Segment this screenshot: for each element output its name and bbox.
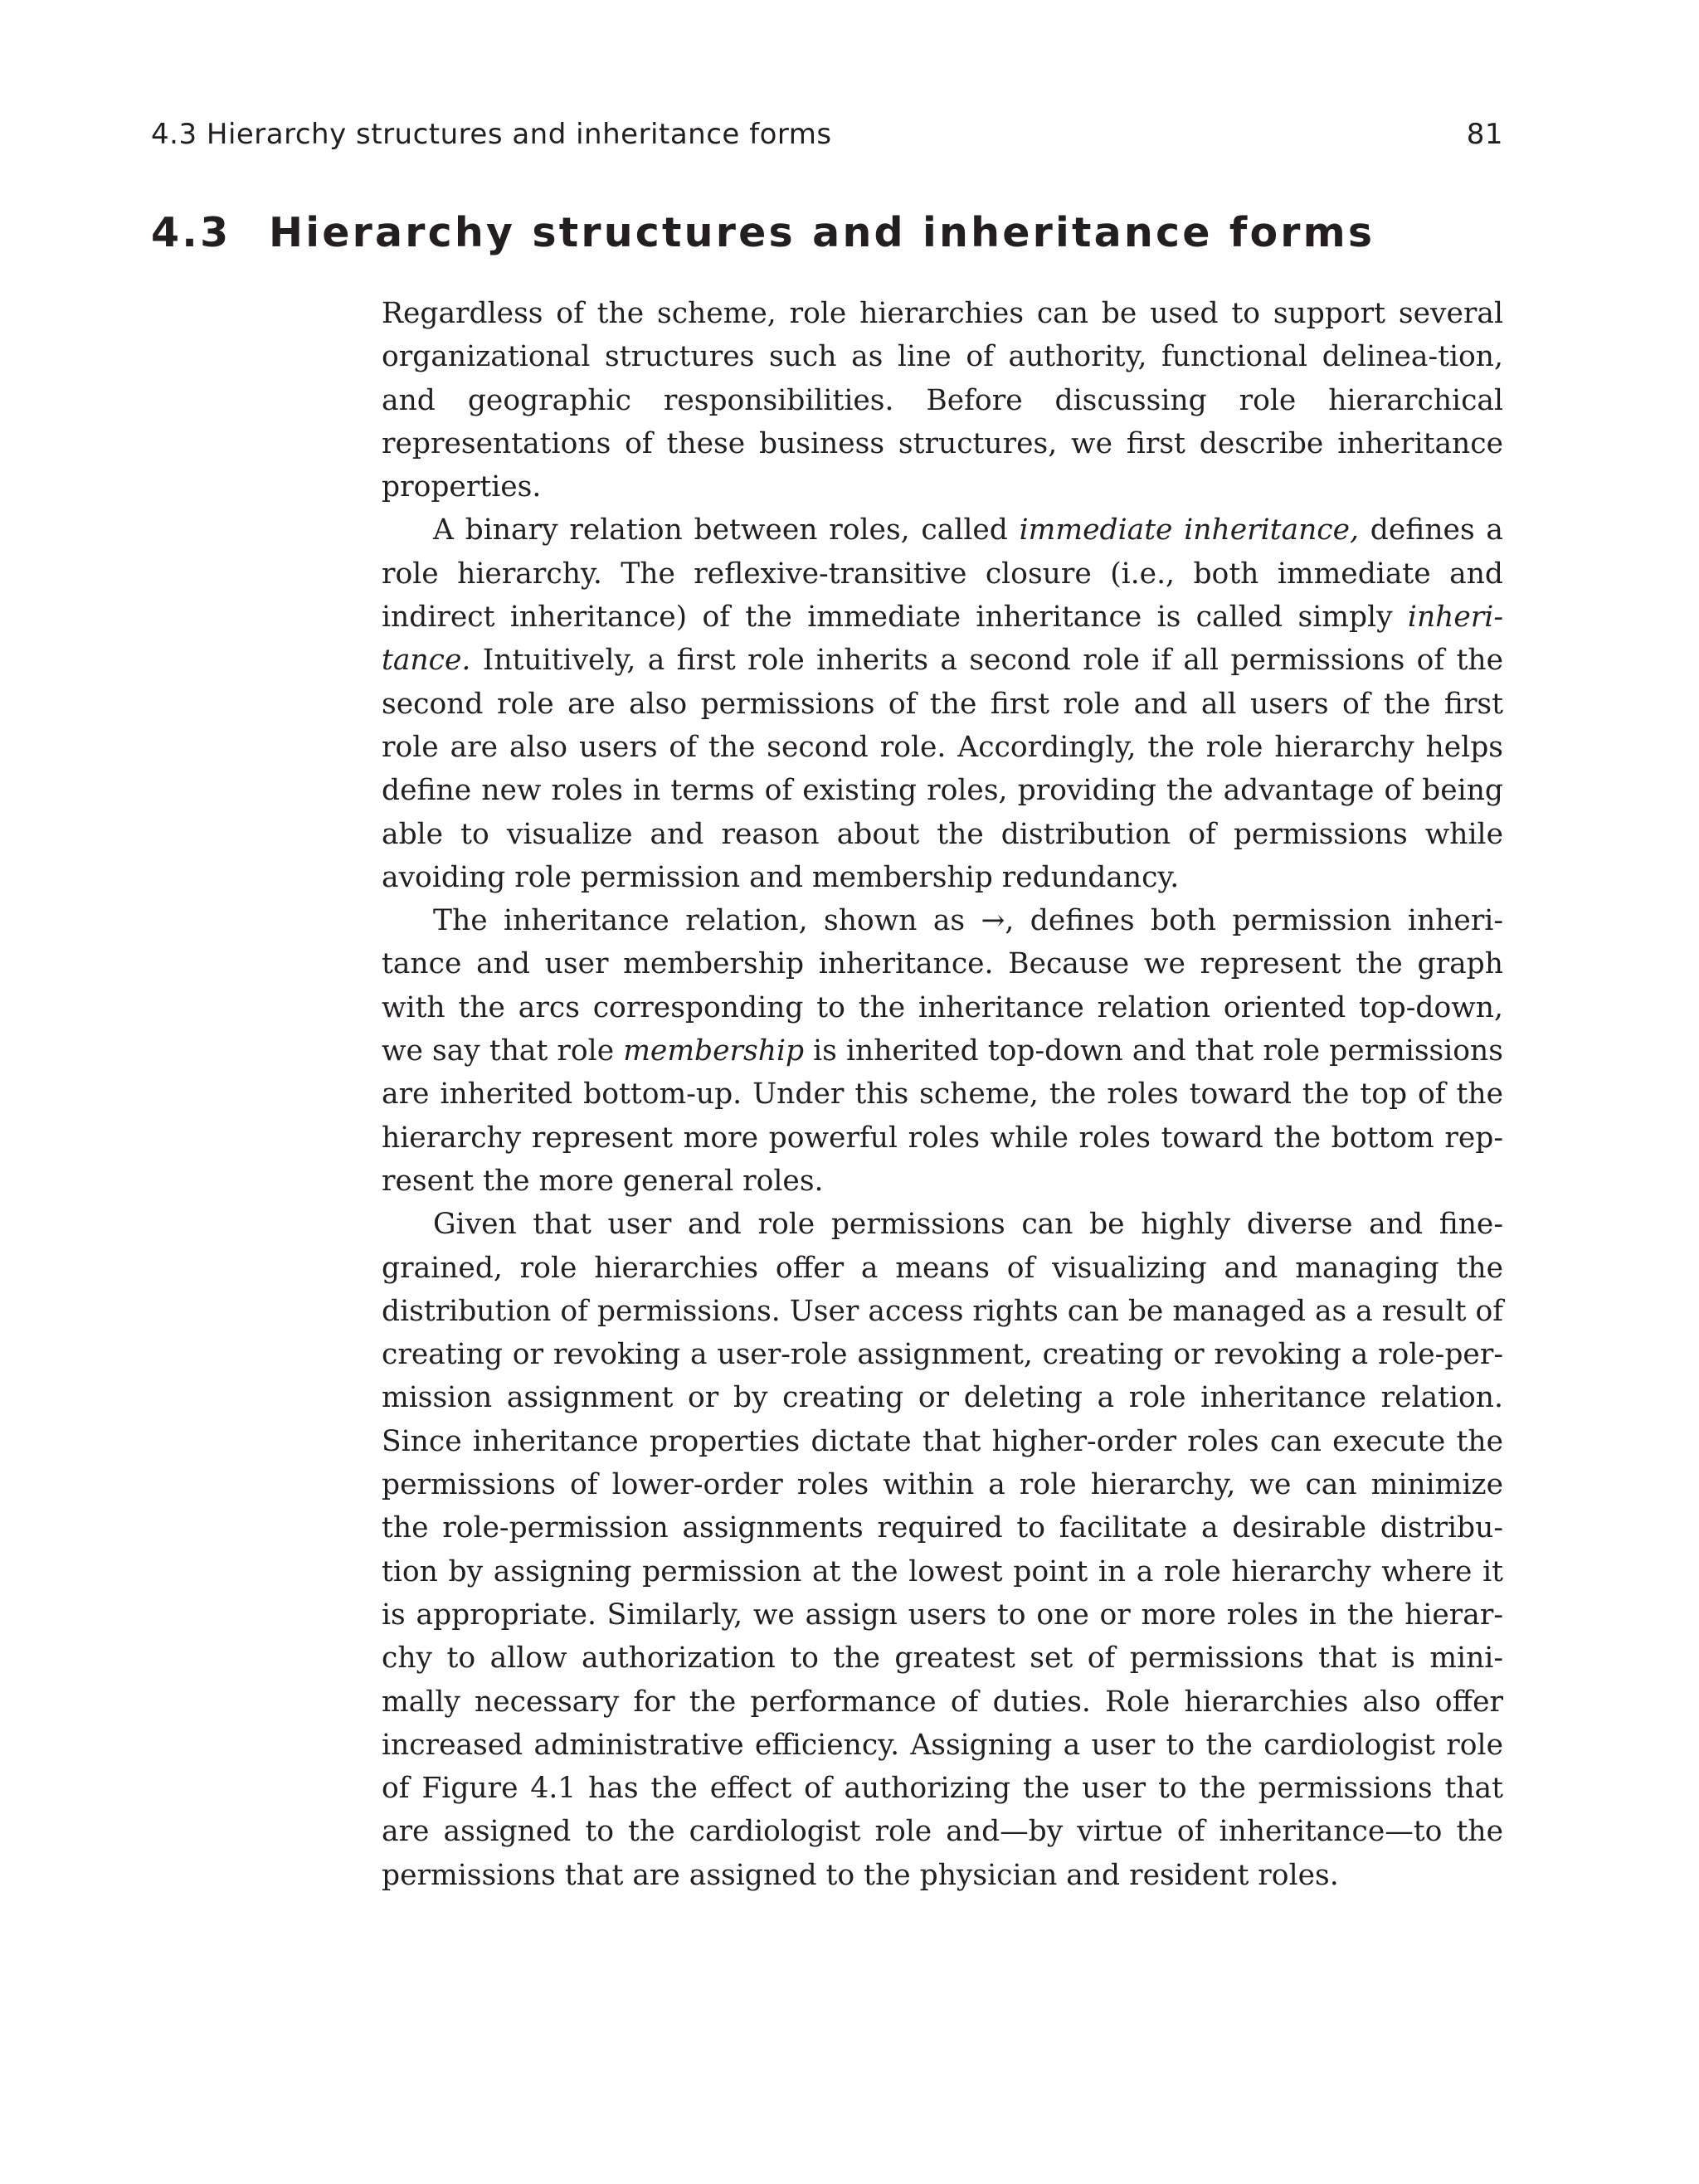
term-inheritance: inheri-tance. [382,601,1503,678]
paragraph-3-text-b: is inherited top-down and that role permissions are inherited bottom-up. Under this scheme, the roles toward the top of the hierarchy represent more powerful roles while roles toward the bottom rep-resent the more general roles. [382,1034,1503,1198]
body-text [382,292,1503,1897]
paragraph-2-text-c: Intuitively, a first role inherits a second role if all permissions of the second role are also permissions of the first role and all users of the first role are also users of the second role. Accordingly, the role hierarchy helps define new roles in terms of existing roles, providing the advantage of being able to visualize and reason about the distribution of permissions while avoiding role permission and membership redundancy. [382,644,1503,894]
running-head-title: 4.3 Hierarchy structures and inheritance forms [151,118,832,151]
running-head [151,118,1503,154]
paragraph-4: Given that user and role permissions can be highly diverse and fine-grained, role hierarchies offer a means of visualizing and managing the distribution of permissions. User access rights can be managed as a result of creating or revoking a user-role assignment, creating or revoking a role-per-mission assignment or by creating or deleting a role inheritance relation. Since inheritance properties dictate that higher-order roles can execute the permissions of lower-order roles within a role hierarchy, we can minimize the role-permission assignments required to facilitate a desirable distribu-tion by assigning permission at the lowest point in a role hierarchy where it is appropriate. Similarly, we assign users to one or more roles in the hierar-chy to allow authorization to the greatest set of permissions that is mini-mally necessary for the performance of duties. Role hierarchies also offer increased administrative efficiency. Assigning a user to the cardiologist role of Figure 4.1 has the effect of authorizing the user to the permissions that are assigned to the cardiologist role and—by virtue of inheritance—to the permissions that are assigned to the physician and resident roles. [382,1208,1503,1892]
paragraph-1: Regardless of the scheme, role hierarchies can be used to support several organizational structures such as line of authority, functional delinea-tion, and geographic responsibilities. Before discussing role hierarchical representations of these business structures, we first describe inheritance properties. [382,297,1503,504]
section-title: Hierarchy structures and inheritance forms [269,209,1375,256]
term-immediate-inheritance: immediate inheritance, [1019,513,1360,547]
paragraph-2-text-a: A binary relation between roles, called [433,513,1020,547]
section-heading [151,209,1512,262]
section-number: 4.3 [151,209,231,256]
paragraph-3 [382,899,1503,1203]
page-number: 81 [1466,118,1503,151]
paragraph-3-text-a: The inheritance relation, shown as →, defines both permission inheri-tance and user membership inheritance. Because we represent the graph with the arcs corresponding to the inheritance relation oriented top-down, we say that role [382,904,1503,1068]
paragraph-2 [382,508,1503,899]
term-membership: membership [623,1034,805,1068]
paragraph-2-text-b: defines a role hierarchy. The reflexive-transitive closure (i.e., both immediate and indirect inheritance) of the immediate inheritance is called simply [382,513,1503,635]
